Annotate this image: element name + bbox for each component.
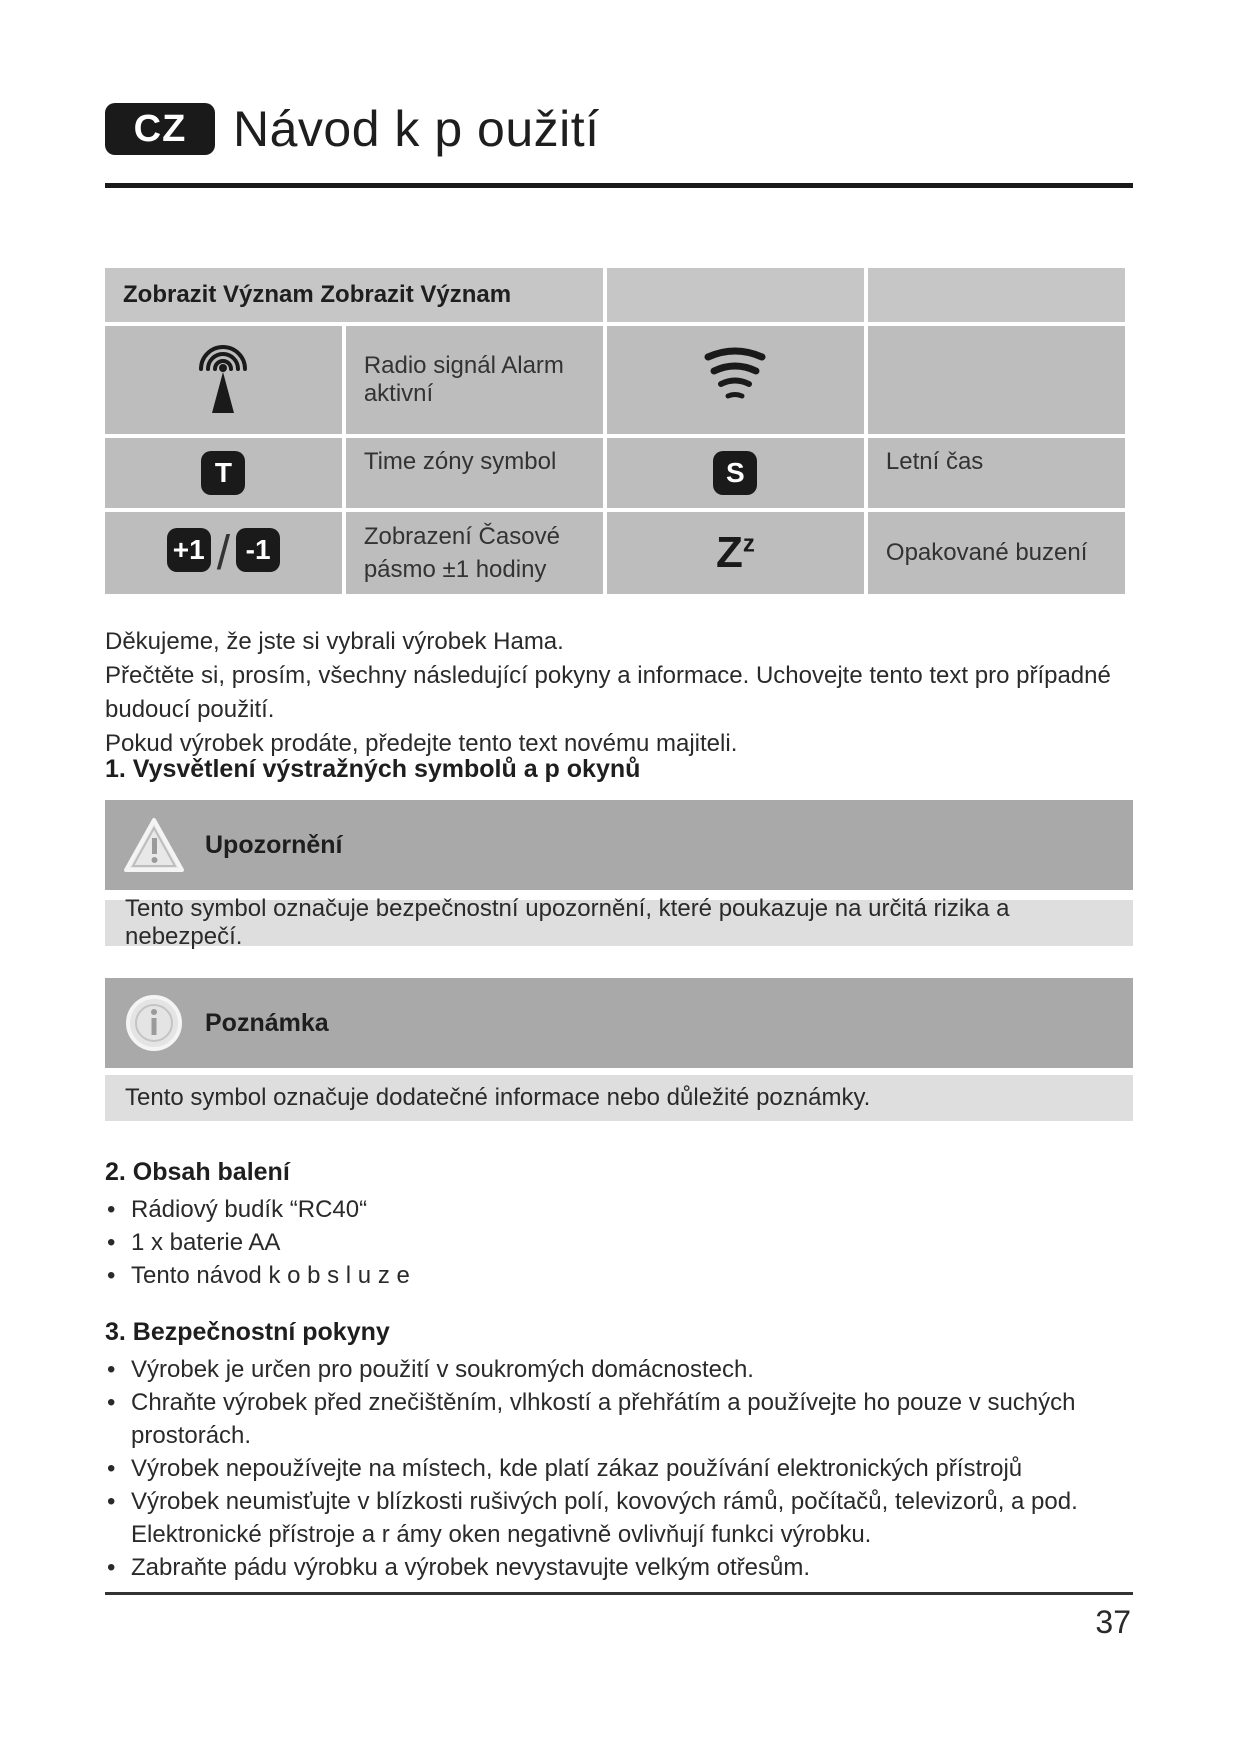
time-zone-icon [105, 438, 342, 508]
list-item: • 1 x baterie AA [105, 1226, 1135, 1259]
alarm-active-meaning [868, 326, 1125, 434]
list-item: • Výrobek neumisťujte v blízkosti rušivých polí, kovových rámů, počítačů, televizorů, a pod. Elektronické přístroje a r ámy oken negativně ovlivňují funkci výrobku. [105, 1485, 1135, 1551]
list-item: • Výrobek je určen pro použití v soukromých domácnostech. [105, 1353, 1135, 1386]
slash-separator: / [216, 526, 231, 580]
header-divider [105, 183, 1133, 188]
time-zone-offset-line1: Zobrazení Časové [363, 523, 560, 550]
time-zone-meaning: Time zóny symbol [346, 438, 603, 508]
minus-one-badge: -1 [236, 528, 280, 572]
symbol-table-header-empty [607, 268, 864, 322]
time-zone-offset-line2: pásmo ±1 hodiny [363, 556, 547, 583]
radio-signal-meaning: Radio signál Alarm aktivní [346, 326, 603, 434]
list-item: • Výrobek nepoužívejte na místech, kde platí zákaz používání elektronických přístrojů [105, 1452, 1135, 1485]
warning-triangle-icon [123, 814, 185, 876]
table-row [105, 326, 1125, 434]
section-3-heading: 3. Bezpečnostní pokyny [105, 1318, 390, 1346]
alarm-active-icon [607, 326, 864, 434]
page-title: Návod k p oužití [233, 101, 600, 157]
warning-label: Upozornění [205, 830, 343, 859]
list-item: • Rádiový budík “RC40“ [105, 1193, 1135, 1226]
plus-minus-one-icon [105, 512, 342, 594]
section-2-heading: 2. Obsah balení [105, 1158, 290, 1186]
table-row [105, 438, 1125, 508]
footer-divider [105, 1592, 1133, 1595]
note-box-header [105, 978, 1133, 1068]
snooze-superscript: z [742, 530, 755, 558]
summer-time-icon [607, 438, 864, 508]
snooze-meaning: Opakované buzení [868, 512, 1125, 594]
intro-line-3: Pokud výrobek prodáte, předejte tento text novému majiteli. [105, 730, 738, 757]
symbol-table-header-empty [868, 268, 1125, 322]
info-icon [123, 992, 185, 1054]
table-row [105, 512, 1125, 594]
list-item: • Zabraňte pádu výrobku a výrobek nevystavujte velkým otřesům. [105, 1551, 1135, 1584]
symbol-table-header [105, 268, 1125, 322]
package-contents-list [105, 1193, 1135, 1292]
list-item: • Chraňte výrobek před znečištěním, vlhkostí a přehřátím a používejte ho pouze v suchých prostorách. [105, 1386, 1135, 1452]
language-badge: CZ [105, 103, 215, 155]
symbol-table [101, 264, 1129, 598]
warning-description: Tento symbol označuje bezpečnostní upozornění, které poukazuje na určitá rizika a nebezpečí. [105, 900, 1133, 946]
plus-one-badge: +1 [167, 528, 211, 572]
snooze-letter: Z [715, 528, 743, 577]
time-zone-badge: T [201, 451, 245, 495]
list-item: • Tento návod k o b s l u z e [105, 1259, 1135, 1292]
intro-text [105, 625, 1135, 761]
snooze-icon [607, 512, 864, 594]
page-number: 37 [1095, 1604, 1131, 1640]
radio-signal-icon [105, 326, 342, 434]
summer-time-badge: S [713, 451, 757, 495]
page-header [105, 100, 600, 158]
symbol-table-header-label: Zobrazit Význam Zobrazit Význam [105, 268, 603, 322]
section-1-heading: 1. Vysvětlení výstražných symbolů a p okynů [105, 755, 641, 783]
time-zone-offset-meaning [346, 512, 603, 594]
summer-time-meaning: Letní čas [868, 438, 1125, 508]
intro-line-1: Děkujeme, že jste si vybrali výrobek Hama. [105, 628, 564, 655]
safety-instructions-list [105, 1353, 1135, 1584]
note-description: Tento symbol označuje dodatečné informace nebo důležité poznámky. [105, 1075, 1133, 1121]
note-label: Poznámka [205, 1008, 329, 1037]
intro-line-2: Přečtěte si, prosím, všechny následující pokyny a informace. Uchovejte tento text pro případné budoucí použití. [105, 662, 1111, 723]
warning-box-header [105, 800, 1133, 890]
